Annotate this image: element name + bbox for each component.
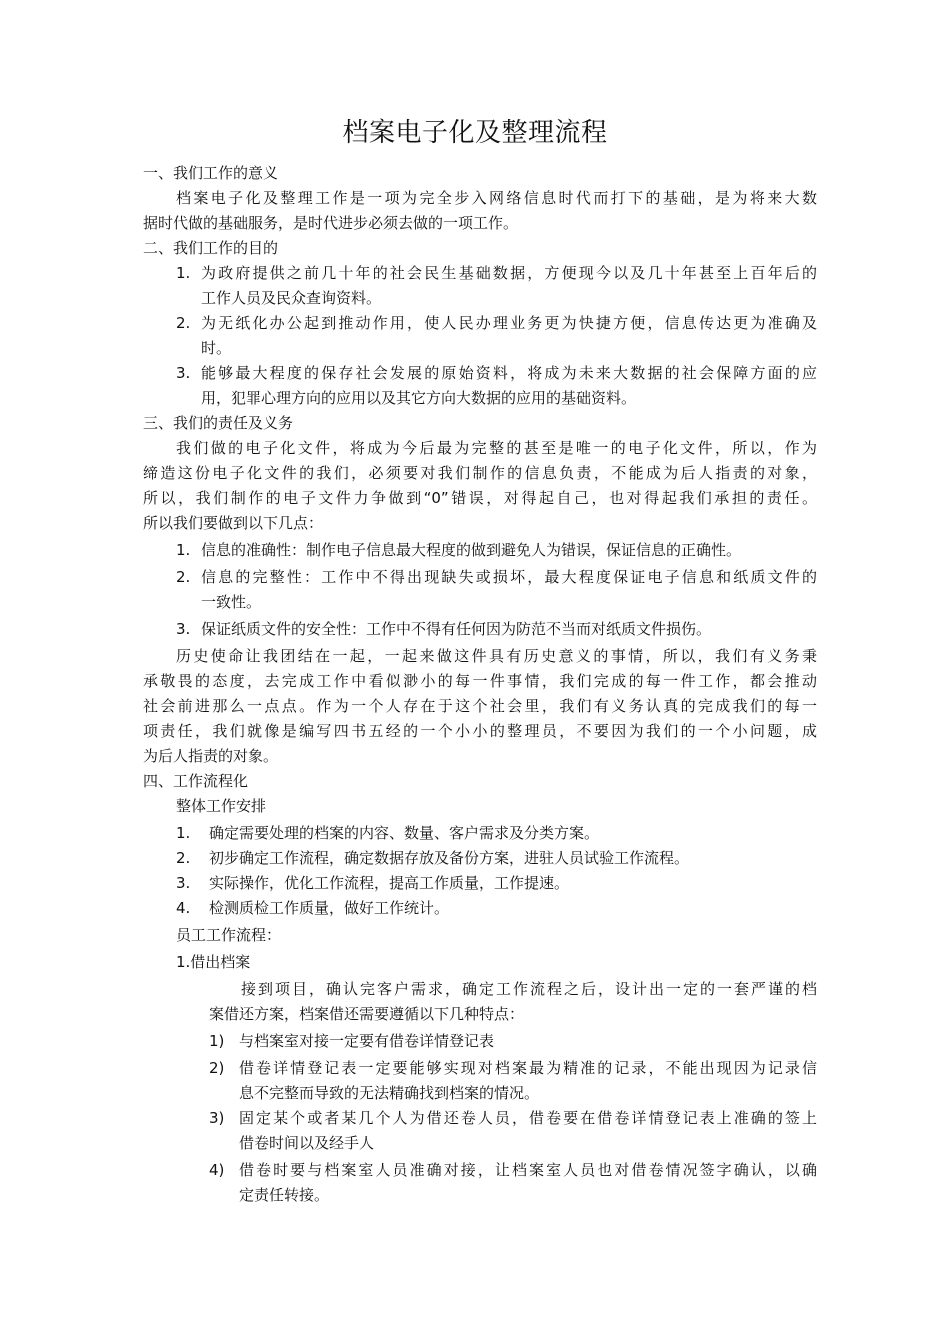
list-item-line: 保证纸质文件的安全性：工作中不得有任何因为防范不当而对纸质文件损伤。	[201, 620, 712, 638]
list-item-line: 能够最大程度的保存社会发展的原始资料，将成为未来大数据的社会保障方面的应	[201, 364, 817, 382]
list-number: 1.	[176, 541, 191, 559]
list-item-line: 一致性。	[201, 593, 262, 611]
paragraph-line: 所以，我们制作的电子文件力争做到“0”错误，对得起自己，也对得起我们承担的责任。	[143, 489, 817, 507]
section-heading: 二、我们工作的目的	[143, 239, 279, 257]
list-item-line: 借卷时间以及经手人	[239, 1134, 375, 1152]
list-item-line: 息不完整而导致的无法精确找到档案的情况。	[239, 1084, 540, 1102]
list-item-line: 确定需要处理的档案的内容、数量、客户需求及分类方案。	[209, 824, 600, 842]
list-item-line: 借卷时要与档案室人员准确对接，让档案室人员也对借卷情况签字确认，以确	[239, 1161, 817, 1179]
sub-heading: 员工工作流程：	[176, 926, 282, 944]
list-number: 3)	[209, 1109, 225, 1127]
sub-heading: 1.借出档案	[176, 953, 251, 971]
list-item-line: 为政府提供之前几十年的社会民生基础数据，方便现今以及几十年甚至上百年后的	[201, 264, 817, 282]
paragraph-line: 历史使命让我团结在一起，一起来做这件具有历史意义的事情，所以，我们有义务秉	[176, 647, 817, 665]
list-number: 2.	[176, 568, 191, 586]
list-item-line: 信息的完整性：工作中不得出现缺失或损坏，最大程度保证电子信息和纸质文件的	[201, 568, 817, 586]
list-item-line: 时。	[201, 339, 232, 357]
paragraph-line: 接到项目，确认完客户需求，确定工作流程之后，设计出一定的一套严谨的档	[241, 980, 817, 998]
list-number: 2.	[176, 314, 191, 332]
list-item-line: 初步确定工作流程，确定数据存放及备份方案，进驻人员试验工作流程。	[209, 849, 690, 867]
list-item-line: 检测质检工作质量，做好工作统计。	[209, 899, 450, 917]
paragraph-line: 承敬畏的态度，去完成工作中看似渺小的每一件事情，我们完成的每一件工作，都会推动	[143, 672, 817, 690]
paragraph-line: 社会前进那么一点点。作为一个人存在于这个社会里，我们有义务认真的完成我们的每一	[143, 697, 817, 715]
list-number: 2)	[209, 1059, 225, 1077]
list-number: 3.	[176, 874, 191, 892]
paragraph-line: 为后人指责的对象。	[143, 747, 279, 765]
section-heading: 三、我们的责任及义务	[143, 414, 294, 432]
paragraph-line: 案借还方案，档案借还需要遵循以下几种特点：	[209, 1005, 525, 1023]
paragraph-line: 所以我们要做到以下几点：	[143, 514, 324, 532]
list-item-line: 信息的准确性：制作电子信息最大程度的做到避免人为错误，保证信息的正确性。	[201, 541, 742, 559]
paragraph-line: 项责任，我们就像是编写四书五经的一个小小的整理员，不要因为我们的一个小问题，成	[143, 722, 817, 740]
list-number: 4.	[176, 899, 191, 917]
list-item-line: 工作人员及民众查询资料。	[201, 289, 382, 307]
list-item-line: 为无纸化办公起到推动作用，使人民办理业务更为快捷方便，信息传达更为准确及	[201, 314, 817, 332]
list-item-line: 定责任转接。	[239, 1186, 330, 1204]
paragraph-line: 档案电子化及整理工作是一项为完全步入网络信息时代而打下的基础，是为将来大数	[176, 189, 817, 207]
list-number: 1)	[209, 1032, 225, 1050]
page-title: 档案电子化及整理流程	[342, 118, 608, 148]
list-item-line: 固定某个或者某几个人为借还卷人员，借卷要在借卷详情登记表上准确的签上	[239, 1109, 817, 1127]
sub-heading: 整体工作安排	[176, 797, 267, 815]
list-item-line: 与档案室对接一定要有借卷详情登记表	[239, 1032, 495, 1050]
list-number: 4)	[209, 1161, 225, 1179]
section-heading: 四、工作流程化	[143, 772, 249, 790]
list-number: 2.	[176, 849, 191, 867]
section-heading: 一、我们工作的意义	[143, 164, 279, 182]
list-number: 3.	[176, 620, 191, 638]
list-item-line: 实际操作，优化工作流程，提高工作质量，工作提速。	[209, 874, 570, 892]
paragraph-line: 据时代做的基础服务，是时代进步必须去做的一项工作。	[143, 214, 519, 232]
list-number: 3.	[176, 364, 191, 382]
paragraph-line: 我们做的电子化文件，将成为今后最为完整的甚至是唯一的电子化文件，所以，作为	[176, 439, 817, 457]
paragraph-line: 缔造这份电子化文件的我们，必须要对我们制作的信息负责，不能成为后人指责的对象，	[143, 464, 817, 482]
list-item-line: 借卷详情登记表一定要能够实现对档案最为精准的记录，不能出现因为记录信	[239, 1059, 817, 1077]
list-item-line: 用，犯罪心理方向的应用以及其它方向大数据的应用的基础资料。	[201, 389, 637, 407]
list-number: 1.	[176, 824, 191, 842]
list-number: 1.	[176, 264, 191, 282]
